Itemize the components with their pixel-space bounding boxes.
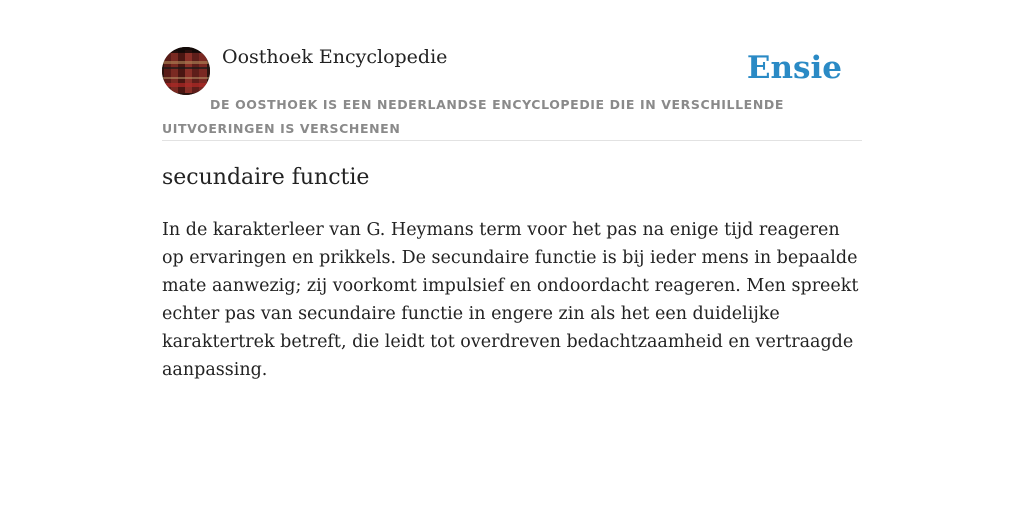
- article-definition: In de karakterleer van G. Heymans term voor het pas na enige tijd reageren op ervaringen en prikkels. De secundaire functie is bij ieder mens in bepaalde mate aanwezig; zij voorkomt impulsief en ondoordacht reageren. Men spreekt echter pas van secundaire functie in engere zin als het een duidelijke karaktertrek betreft, die leidt tot overdreven bedachtzaamheid en vertraagde aanpassing.: [162, 220, 859, 380]
- brand-logo-link[interactable]: Ensie: [746, 50, 842, 86]
- site-tagline: DE OOSTHOEK IS EEN NEDERLANDSE ENCYCLOPEDIE DIE IN VERSCHILLENDE UITVOERINGEN IS VERSCHENEN: [162, 97, 784, 136]
- site-title[interactable]: Oosthoek Encyclopedie: [222, 46, 448, 68]
- article-title: secundaire functie: [162, 165, 370, 190]
- encyclopedia-books-icon: [162, 47, 210, 95]
- header: [162, 44, 862, 141]
- article: [162, 160, 862, 384]
- avatar[interactable]: [162, 47, 210, 95]
